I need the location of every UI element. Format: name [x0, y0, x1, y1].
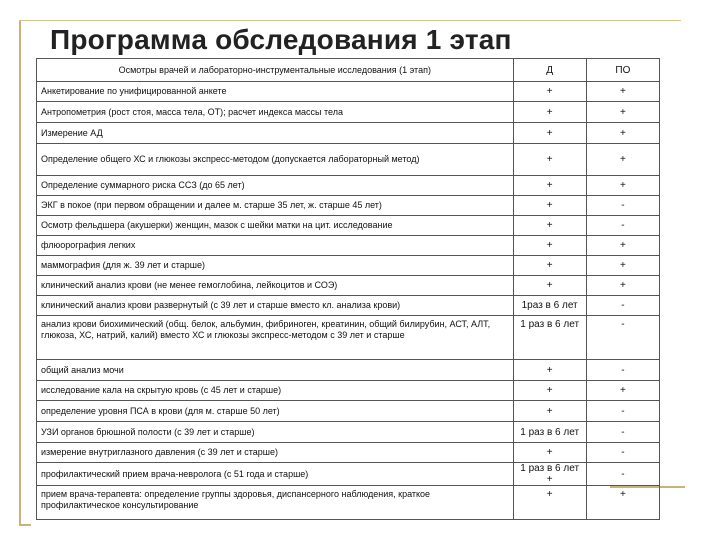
table-row — [37, 144, 660, 176]
row-po: + — [586, 123, 659, 144]
table-row — [37, 360, 660, 381]
row-desc: Измерение АД — [37, 123, 514, 144]
table-row — [37, 176, 660, 196]
row-desc: определение уровня ПСА в крови (для м. старше 50 лет) — [37, 401, 514, 422]
row-desc: Определение общего ХС и глюкозы экспресс-методом (допускается лабораторный метод) — [37, 144, 514, 176]
row-d: + — [513, 401, 586, 422]
row-desc: УЗИ органов брюшной полости (с 39 лет и старше) — [37, 422, 514, 443]
row-po: - — [586, 216, 659, 236]
row-d: 1раз в 6 лет — [513, 296, 586, 316]
row-po: - — [586, 401, 659, 422]
row-po: - — [586, 316, 659, 360]
table-row — [37, 422, 660, 443]
row-desc: Антропометрия (рост стоя, масса тела, ОТ); расчет индекса массы тела — [37, 102, 514, 123]
table-row — [37, 216, 660, 236]
decor-top-rule — [19, 20, 681, 21]
row-d: + — [513, 236, 586, 256]
table-row — [37, 123, 660, 144]
row-d: 1 раз в 6 лет — [513, 422, 586, 443]
row-po: - — [586, 360, 659, 381]
row-desc: клинический анализ крови (не менее гемоглобина, лейкоцитов и СОЭ) — [37, 276, 514, 296]
row-desc: флюорография легких — [37, 236, 514, 256]
row-po: + — [586, 256, 659, 276]
row-po: + — [586, 381, 659, 401]
row-desc: Осмотр фельдшера (акушерки) женщин, мазок с шейки матки на цит. исследование — [37, 216, 514, 236]
row-d: + — [513, 443, 586, 463]
row-desc: клинический анализ крови развернутый (с 39 лет и старше вместо кл. анализа крови) — [37, 296, 514, 316]
row-po: - — [586, 463, 659, 486]
row-desc: профилактический прием врача-невролога (с 51 года и старше) — [37, 463, 514, 486]
page-title: Программа обследования 1 этап — [50, 24, 512, 55]
row-desc: ЭКГ в покое (при первом обращении и далее м. старше 35 лет, ж. старше 45 лет) — [37, 196, 514, 216]
row-po: + — [586, 82, 659, 102]
row-po: - — [586, 196, 659, 216]
row-desc: прием врача-терапевта: определение группы здоровья, диспансерного наблюдения, краткое профилактическое консультирование — [37, 486, 514, 520]
row-d: + — [513, 276, 586, 296]
row-d: 1 раз в 6 лет — [513, 316, 586, 360]
row-po: + — [586, 102, 659, 123]
row-desc: Определение суммарного риска ССЗ (до 65 лет) — [37, 176, 514, 196]
row-desc: Анкетирование по унифицированной анкете — [37, 82, 514, 102]
table-row — [37, 316, 660, 360]
decor-bottom-rule — [19, 524, 31, 526]
table-row — [37, 381, 660, 401]
row-po: + — [586, 176, 659, 196]
table-row — [37, 296, 660, 316]
table-row — [37, 102, 660, 123]
row-po: - — [586, 422, 659, 443]
header-d-cell: Д — [513, 59, 586, 82]
table-row — [37, 443, 660, 463]
table-row — [37, 236, 660, 256]
row-d: + — [513, 486, 586, 520]
row-po: - — [586, 296, 659, 316]
row-po: + — [586, 236, 659, 256]
decor-left-rule — [19, 20, 21, 525]
row-po: + — [586, 276, 659, 296]
row-d: + — [513, 216, 586, 236]
table-row — [37, 401, 660, 422]
row-d: + — [513, 256, 586, 276]
row-d: + — [513, 82, 586, 102]
table-row — [37, 256, 660, 276]
header-po-cell: ПО — [586, 59, 659, 82]
row-desc: анализ крови биохимический (общ. белок, альбумин, фибриноген, креатинин, общий билирубин, АСТ, АЛТ, глюкоза, ХС, натрий, калий) вместо ХС и глюкозы экспресс-методом с 39 лет и старше — [37, 316, 514, 360]
row-d: 1 раз в 6 лет + — [513, 463, 586, 486]
table-row — [37, 196, 660, 216]
row-po: + — [586, 144, 659, 176]
row-po: + — [586, 486, 659, 520]
row-d: + — [513, 144, 586, 176]
table-row — [37, 463, 660, 486]
row-d: + — [513, 123, 586, 144]
table-header-row — [37, 59, 660, 82]
row-d: + — [513, 196, 586, 216]
row-desc: общий анализ мочи — [37, 360, 514, 381]
row-desc: исследование кала на скрытую кровь (с 45 лет и старше) — [37, 381, 514, 401]
row-desc: маммография (для ж. 39 лет и старше) — [37, 256, 514, 276]
row-desc: измерение внутриглазного давления (с 39 лет и старше) — [37, 443, 514, 463]
table-row — [37, 82, 660, 102]
header-desc-cell: Осмотры врачей и лабораторно-инструментальные исследования (1 этап) — [37, 59, 514, 82]
row-d: + — [513, 102, 586, 123]
table-row — [37, 486, 660, 520]
row-d: + — [513, 176, 586, 196]
table-row — [37, 276, 660, 296]
row-po: - — [586, 443, 659, 463]
exam-program-table — [36, 58, 660, 520]
row-d: + — [513, 360, 586, 381]
row-d: + — [513, 381, 586, 401]
